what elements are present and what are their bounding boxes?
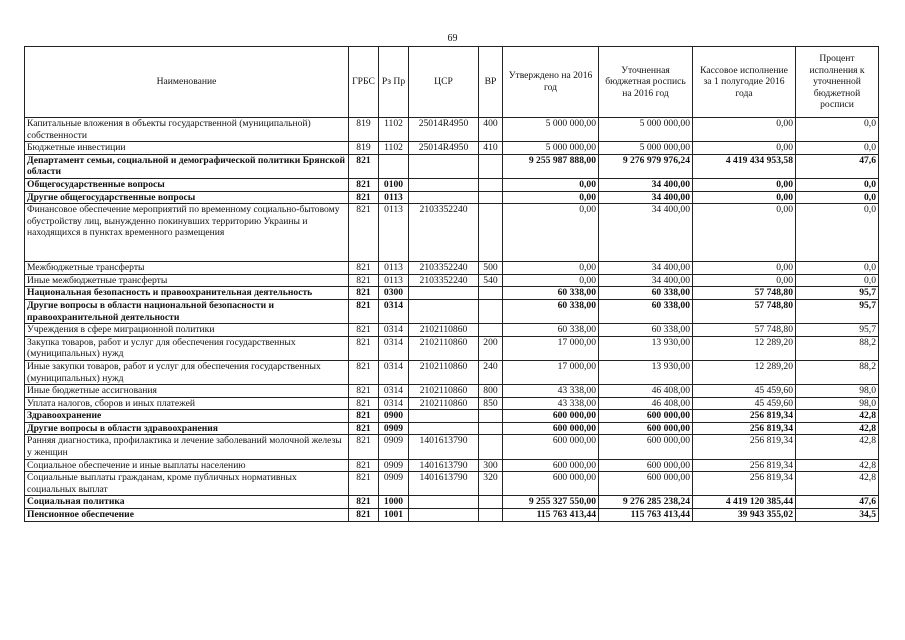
cell-refined: 34 400,00	[599, 191, 693, 204]
cell-grbs: 821	[349, 422, 379, 435]
header-refined: Уточненная бюджетная роспись на 2016 год	[599, 47, 693, 118]
cell-grbs: 821	[349, 336, 379, 360]
cell-rzpr: 0113	[379, 262, 409, 275]
cell-vr: 540	[479, 274, 503, 287]
cell-csr	[409, 178, 479, 191]
cell-vr	[479, 410, 503, 423]
cell-refined: 60 338,00	[599, 324, 693, 337]
cell-approved: 5 000 000,00	[503, 118, 599, 142]
header-approved: Утверждено на 2016 год	[503, 47, 599, 118]
cell-percent: 0,0	[796, 118, 879, 142]
cell-csr: 2103352240	[409, 262, 479, 275]
table-row	[25, 496, 879, 509]
cell-name: Уплата налогов, сборов и иных платежей	[25, 397, 349, 410]
cell-percent: 42,8	[796, 472, 879, 496]
cell-grbs: 821	[349, 385, 379, 398]
table-row	[25, 154, 879, 178]
cell-csr: 2102110860	[409, 385, 479, 398]
cell-approved: 0,00	[503, 262, 599, 275]
cell-vr: 400	[479, 118, 503, 142]
cell-rzpr: 0314	[379, 324, 409, 337]
cell-name: Бюджетные инвестиции	[25, 142, 349, 155]
table-row	[25, 178, 879, 191]
table-row	[25, 435, 879, 459]
cell-percent: 47,6	[796, 154, 879, 178]
cell-approved: 0,00	[503, 274, 599, 287]
cell-csr	[409, 191, 479, 204]
cell-cash: 256 819,34	[693, 410, 796, 423]
budget-table	[24, 46, 879, 522]
cell-approved: 0,00	[503, 204, 599, 262]
cell-name: Закупка товаров, работ и услуг для обеспечения государственных (муниципальных) нужд	[25, 336, 349, 360]
cell-name: Иные закупки товаров, работ и услуг для обеспечения государственных (муниципальных) нужд	[25, 360, 349, 384]
cell-approved: 9 255 987 888,00	[503, 154, 599, 178]
cell-percent: 42,8	[796, 410, 879, 423]
cell-percent: 0,0	[796, 204, 879, 262]
cell-percent: 42,8	[796, 422, 879, 435]
cell-cash: 4 419 434 953,58	[693, 154, 796, 178]
header-rzpr: Рз Пр	[379, 47, 409, 118]
cell-csr: 1401613790	[409, 472, 479, 496]
cell-csr: 1401613790	[409, 459, 479, 472]
cell-rzpr: 0100	[379, 178, 409, 191]
table-row	[25, 397, 879, 410]
cell-percent: 0,0	[796, 142, 879, 155]
cell-refined: 13 930,00	[599, 336, 693, 360]
cell-grbs: 821	[349, 204, 379, 262]
cell-grbs: 821	[349, 397, 379, 410]
cell-vr	[479, 204, 503, 262]
cell-grbs: 821	[349, 154, 379, 178]
cell-cash: 57 748,80	[693, 287, 796, 300]
cell-grbs: 821	[349, 509, 379, 522]
cell-csr: 25014R4950	[409, 118, 479, 142]
cell-name: Иные межбюджетные трансферты	[25, 274, 349, 287]
cell-name: Иные бюджетные ассигнования	[25, 385, 349, 398]
cell-grbs: 821	[349, 435, 379, 459]
cell-csr	[409, 154, 479, 178]
cell-rzpr: 1102	[379, 118, 409, 142]
table-row	[25, 422, 879, 435]
cell-percent: 98,0	[796, 397, 879, 410]
cell-name: Здравоохранение	[25, 410, 349, 423]
cell-vr: 300	[479, 459, 503, 472]
cell-name: Пенсионное обеспечение	[25, 509, 349, 522]
cell-csr	[409, 299, 479, 323]
cell-approved: 17 000,00	[503, 336, 599, 360]
cell-vr: 500	[479, 262, 503, 275]
cell-name: Капитальные вложения в объекты государственной (муниципальной) собственности	[25, 118, 349, 142]
cell-name: Социальные выплаты гражданам, кроме публичных нормативных социальных выплат	[25, 472, 349, 496]
header-csr: ЦСР	[409, 47, 479, 118]
cell-name: Социальная политика	[25, 496, 349, 509]
cell-percent: 95,7	[796, 299, 879, 323]
cell-refined: 46 408,00	[599, 397, 693, 410]
cell-refined: 5 000 000,00	[599, 142, 693, 155]
table-row	[25, 385, 879, 398]
cell-approved: 600 000,00	[503, 422, 599, 435]
header-vr: ВР	[479, 47, 503, 118]
cell-cash: 12 289,20	[693, 360, 796, 384]
table-row	[25, 142, 879, 155]
cell-refined: 600 000,00	[599, 435, 693, 459]
cell-percent: 95,7	[796, 324, 879, 337]
cell-csr: 2102110860	[409, 324, 479, 337]
header-cash: Кассовое исполнение за 1 полугодие 2016 года	[693, 47, 796, 118]
cell-approved: 5 000 000,00	[503, 142, 599, 155]
table-row	[25, 191, 879, 204]
cell-percent: 0,0	[796, 191, 879, 204]
cell-percent: 34,5	[796, 509, 879, 522]
cell-approved: 17 000,00	[503, 360, 599, 384]
cell-approved: 600 000,00	[503, 435, 599, 459]
cell-rzpr: 0909	[379, 459, 409, 472]
cell-percent: 42,8	[796, 459, 879, 472]
cell-grbs: 821	[349, 274, 379, 287]
table-row	[25, 410, 879, 423]
cell-vr: 850	[479, 397, 503, 410]
cell-approved: 60 338,00	[503, 287, 599, 300]
cell-rzpr: 0113	[379, 204, 409, 262]
cell-cash: 0,00	[693, 274, 796, 287]
cell-csr: 2103352240	[409, 274, 479, 287]
cell-refined: 600 000,00	[599, 472, 693, 496]
cell-rzpr: 0113	[379, 274, 409, 287]
cell-rzpr: 0909	[379, 472, 409, 496]
cell-name: Финансовое обеспечение мероприятий по временному социально-бытовому обустройству лиц, вынужденно покинувших территорию Украины и находящихся в пунктах временного размещения	[25, 204, 349, 262]
cell-name: Другие вопросы в области национальной безопасности и правоохранительной деятельности	[25, 299, 349, 323]
cell-grbs: 821	[349, 360, 379, 384]
cell-csr: 25014R4950	[409, 142, 479, 155]
cell-cash: 39 943 355,02	[693, 509, 796, 522]
cell-cash: 12 289,20	[693, 336, 796, 360]
cell-percent: 98,0	[796, 385, 879, 398]
cell-rzpr: 0314	[379, 385, 409, 398]
cell-percent: 88,2	[796, 360, 879, 384]
cell-rzpr: 0113	[379, 191, 409, 204]
cell-approved: 0,00	[503, 191, 599, 204]
cell-cash: 0,00	[693, 191, 796, 204]
cell-vr	[479, 299, 503, 323]
cell-refined: 13 930,00	[599, 360, 693, 384]
cell-vr: 410	[479, 142, 503, 155]
cell-vr	[479, 287, 503, 300]
cell-cash: 45 459,60	[693, 385, 796, 398]
table-row	[25, 324, 879, 337]
cell-grbs: 821	[349, 287, 379, 300]
cell-vr	[479, 324, 503, 337]
cell-grbs: 821	[349, 262, 379, 275]
cell-approved: 43 338,00	[503, 397, 599, 410]
cell-percent: 95,7	[796, 287, 879, 300]
cell-approved: 600 000,00	[503, 410, 599, 423]
cell-rzpr: 0314	[379, 336, 409, 360]
cell-grbs: 821	[349, 496, 379, 509]
cell-name: Департамент семьи, социальной и демографической политики Брянской области	[25, 154, 349, 178]
header-percent: Процент исполнения к уточненной бюджетной росписи	[796, 47, 879, 118]
table-row	[25, 274, 879, 287]
cell-rzpr: 1001	[379, 509, 409, 522]
cell-rzpr: 0900	[379, 410, 409, 423]
header-name: Наименование	[25, 47, 349, 118]
cell-csr: 2102110860	[409, 397, 479, 410]
cell-vr	[479, 422, 503, 435]
cell-name: Ранняя диагностика, профилактика и лечение заболеваний молочной железы у женщин	[25, 435, 349, 459]
cell-csr: 2102110860	[409, 360, 479, 384]
cell-csr	[409, 410, 479, 423]
cell-cash: 256 819,34	[693, 459, 796, 472]
cell-name: Другие вопросы в области здравоохранения	[25, 422, 349, 435]
header-grbs: ГРБС	[349, 47, 379, 118]
cell-csr	[409, 496, 479, 509]
table-row	[25, 287, 879, 300]
cell-name: Национальная безопасность и правоохранительная деятельность	[25, 287, 349, 300]
table-row	[25, 472, 879, 496]
cell-refined: 9 276 285 238,24	[599, 496, 693, 509]
cell-csr: 2102110860	[409, 336, 479, 360]
cell-vr	[479, 178, 503, 191]
cell-rzpr: 0909	[379, 435, 409, 459]
cell-name: Социальное обеспечение и иные выплаты населению	[25, 459, 349, 472]
header-row	[25, 47, 879, 118]
cell-rzpr: 0314	[379, 360, 409, 384]
table-row	[25, 360, 879, 384]
cell-percent: 0,0	[796, 178, 879, 191]
cell-refined: 5 000 000,00	[599, 118, 693, 142]
cell-cash: 45 459,60	[693, 397, 796, 410]
cell-grbs: 821	[349, 191, 379, 204]
cell-vr	[479, 154, 503, 178]
table-row	[25, 118, 879, 142]
page-number: 69	[447, 33, 458, 44]
cell-rzpr: 0314	[379, 397, 409, 410]
cell-approved: 600 000,00	[503, 472, 599, 496]
cell-rzpr: 1102	[379, 142, 409, 155]
cell-grbs: 821	[349, 472, 379, 496]
cell-csr	[409, 509, 479, 522]
cell-cash: 0,00	[693, 262, 796, 275]
cell-cash: 0,00	[693, 142, 796, 155]
cell-approved: 115 763 413,44	[503, 509, 599, 522]
cell-cash: 0,00	[693, 204, 796, 262]
cell-percent: 0,0	[796, 274, 879, 287]
cell-refined: 600 000,00	[599, 410, 693, 423]
cell-cash: 256 819,34	[693, 422, 796, 435]
cell-vr: 240	[479, 360, 503, 384]
cell-approved: 60 338,00	[503, 299, 599, 323]
table-row	[25, 459, 879, 472]
cell-grbs: 819	[349, 118, 379, 142]
cell-csr	[409, 287, 479, 300]
cell-vr: 800	[479, 385, 503, 398]
cell-refined: 60 338,00	[599, 299, 693, 323]
cell-percent: 42,8	[796, 435, 879, 459]
cell-vr: 320	[479, 472, 503, 496]
cell-csr: 1401613790	[409, 435, 479, 459]
cell-refined: 34 400,00	[599, 178, 693, 191]
cell-approved: 60 338,00	[503, 324, 599, 337]
cell-vr	[479, 509, 503, 522]
table-row	[25, 299, 879, 323]
cell-percent: 47,6	[796, 496, 879, 509]
cell-csr	[409, 422, 479, 435]
cell-cash: 0,00	[693, 118, 796, 142]
cell-refined: 115 763 413,44	[599, 509, 693, 522]
cell-percent: 88,2	[796, 336, 879, 360]
cell-approved: 600 000,00	[503, 459, 599, 472]
cell-cash: 256 819,34	[693, 435, 796, 459]
cell-percent: 0,0	[796, 262, 879, 275]
cell-approved: 43 338,00	[503, 385, 599, 398]
cell-name: Общегосударственные вопросы	[25, 178, 349, 191]
cell-rzpr: 0909	[379, 422, 409, 435]
cell-refined: 9 276 979 976,24	[599, 154, 693, 178]
cell-rzpr	[379, 154, 409, 178]
cell-cash: 4 419 120 385,44	[693, 496, 796, 509]
cell-vr: 200	[479, 336, 503, 360]
cell-refined: 34 400,00	[599, 204, 693, 262]
cell-vr	[479, 191, 503, 204]
cell-rzpr: 0314	[379, 299, 409, 323]
cell-name: Учреждения в сфере миграционной политики	[25, 324, 349, 337]
cell-rzpr: 1000	[379, 496, 409, 509]
cell-name: Межбюджетные трансферты	[25, 262, 349, 275]
cell-grbs: 821	[349, 459, 379, 472]
cell-grbs: 821	[349, 324, 379, 337]
cell-cash: 57 748,80	[693, 299, 796, 323]
table-row	[25, 509, 879, 522]
cell-refined: 600 000,00	[599, 459, 693, 472]
cell-approved: 0,00	[503, 178, 599, 191]
table-row	[25, 336, 879, 360]
cell-refined: 600 000,00	[599, 422, 693, 435]
cell-grbs: 821	[349, 178, 379, 191]
cell-grbs: 821	[349, 299, 379, 323]
cell-vr	[479, 496, 503, 509]
cell-cash: 0,00	[693, 178, 796, 191]
cell-refined: 46 408,00	[599, 385, 693, 398]
cell-cash: 57 748,80	[693, 324, 796, 337]
cell-cash: 256 819,34	[693, 472, 796, 496]
table-row	[25, 204, 879, 262]
cell-grbs: 819	[349, 142, 379, 155]
cell-refined: 34 400,00	[599, 262, 693, 275]
cell-grbs: 821	[349, 410, 379, 423]
cell-rzpr: 0300	[379, 287, 409, 300]
cell-refined: 60 338,00	[599, 287, 693, 300]
cell-vr	[479, 435, 503, 459]
table-row	[25, 262, 879, 275]
cell-csr: 2103352240	[409, 204, 479, 262]
cell-approved: 9 255 327 550,00	[503, 496, 599, 509]
cell-name: Другие общегосударственные вопросы	[25, 191, 349, 204]
cell-refined: 34 400,00	[599, 274, 693, 287]
